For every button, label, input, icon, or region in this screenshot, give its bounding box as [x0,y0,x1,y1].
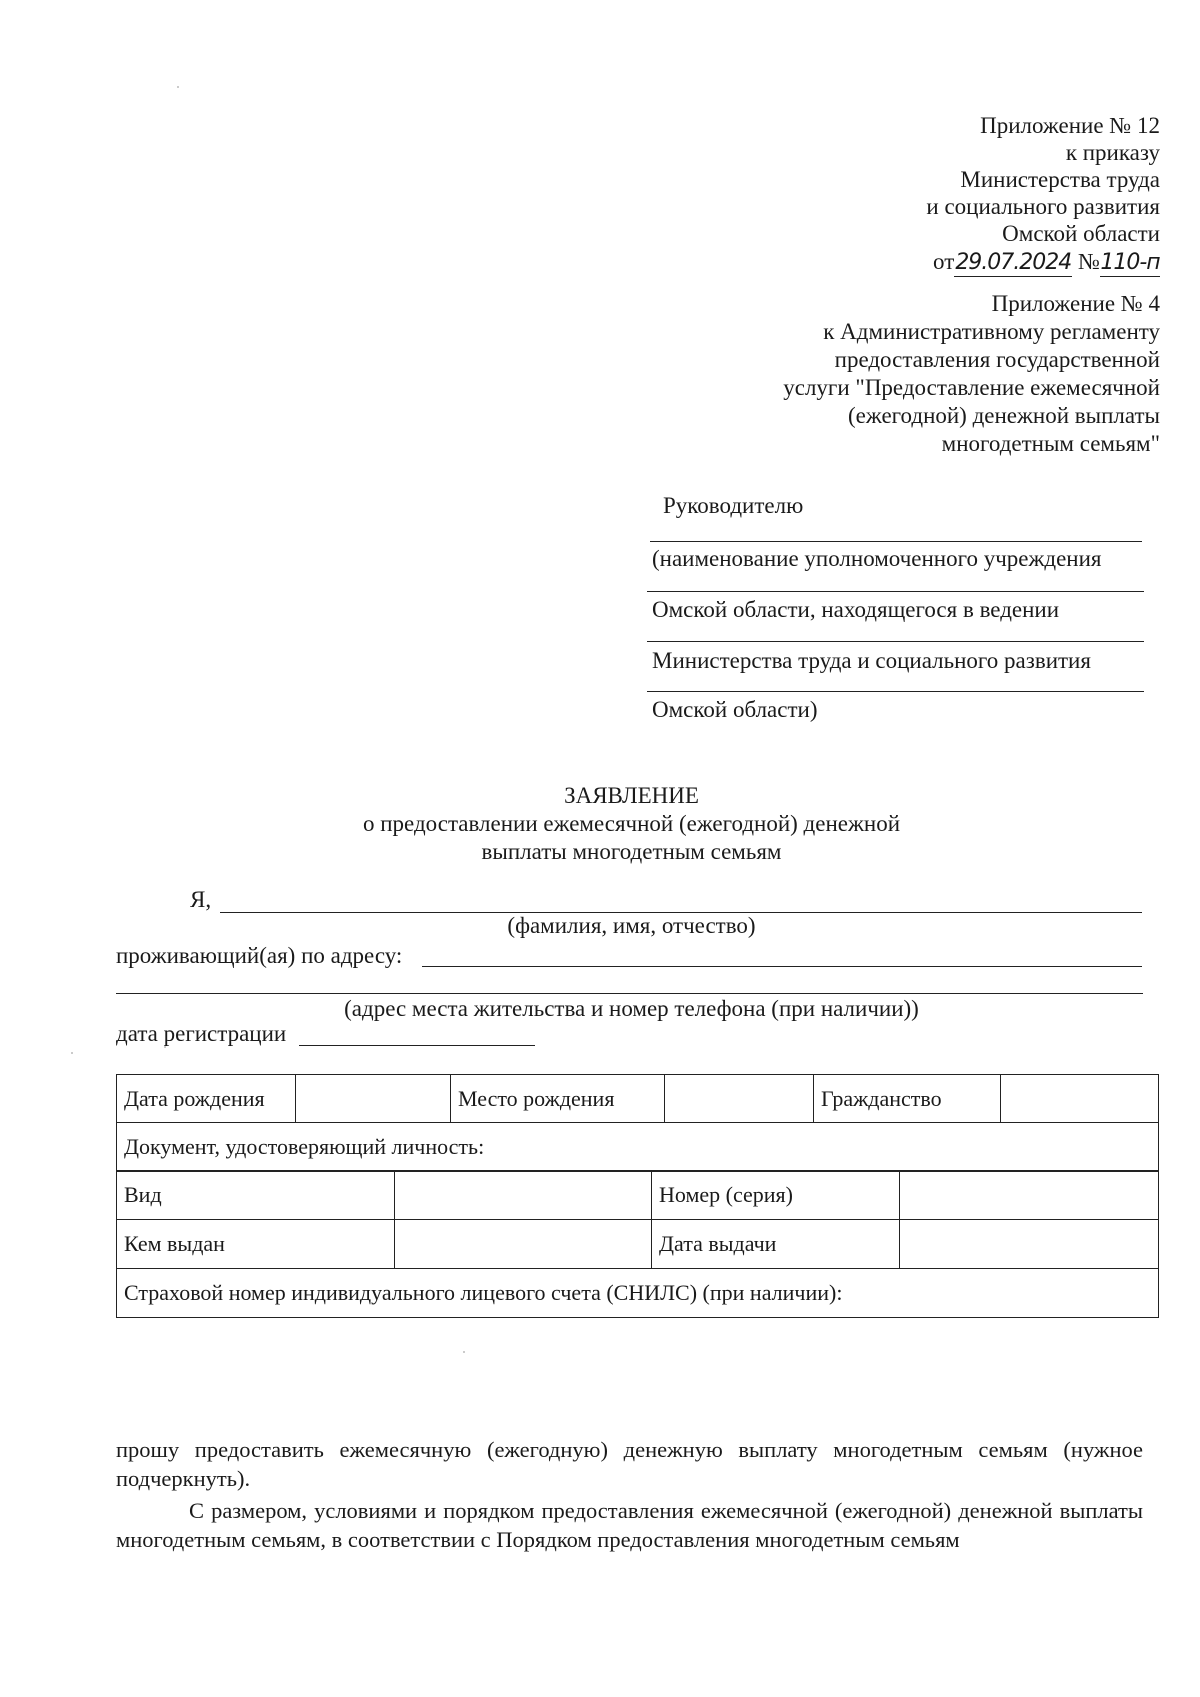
scan-speck [164,1046,166,1048]
order-appendix-block [926,112,1160,277]
address-line-2[interactable] [116,993,1143,994]
registration-date-line[interactable] [299,1045,535,1046]
birth-date-label: Дата рождения [117,1075,296,1123]
number-label: № [1078,249,1100,274]
address-label: проживающий(ая) по адресу: [116,943,403,968]
order-appendix-title: Приложение № 12 [980,113,1160,138]
table-row [117,1220,1159,1269]
table-row [117,1269,1159,1318]
table-row [117,1075,1159,1123]
request-paragraph: прошу предоставить ежемесячную (ежегодную) денежную выплату многодетным семьям (нужное подчеркнуть). [116,1437,1143,1491]
addressee-underline [647,591,1144,592]
id-document-label: Документ, удостоверяющий личность: [117,1123,1159,1172]
kind-cell[interactable] [395,1171,652,1220]
document-title-block [0,782,1200,866]
regulation-appendix-block [783,290,1160,458]
kind-label: Вид [117,1171,395,1220]
addressee-hint-line: (наименование уполномоченного учреждения [652,546,1102,571]
regulation-appendix-line: к Административному регламенту [823,319,1160,344]
i-label: Я, [190,887,212,912]
from-label: от [933,249,955,274]
addressee-underline [647,641,1144,642]
regulation-appendix-line: многодетным семьям" [941,431,1160,456]
fio-hint: (фамилия, имя, отчество) [507,913,756,938]
citizenship-label: Гражданство [814,1075,1001,1123]
address-line[interactable] [422,966,1142,967]
issue-date-cell[interactable] [900,1220,1159,1269]
document-subtitle: о предоставлении ежемесячной (ежегодной) денежной [363,811,900,836]
order-appendix-line: к приказу [1065,140,1160,165]
table-row [117,1171,1159,1220]
applicant-data-table [116,1074,1159,1172]
regulation-appendix-title: Приложение № 4 [991,291,1160,316]
birth-date-cell[interactable] [296,1075,451,1123]
order-appendix-line: Омской области [1002,221,1160,246]
issue-date-label: Дата выдачи [652,1220,900,1269]
regulation-appendix-line: (ежегодной) денежной выплаты [848,403,1160,428]
order-appendix-line: и социального развития [926,194,1160,219]
number-series-cell[interactable] [900,1171,1159,1220]
citizenship-cell[interactable] [1001,1075,1159,1123]
scan-speck [463,1351,465,1353]
addressee-hint-line: Омской области) [652,697,818,722]
address-hint: (адрес места жительства и номер телефона (при наличии)) [344,996,919,1021]
regulation-appendix-line: предоставления государственной [834,347,1160,372]
snils-label: Страховой номер индивидуального лицевого счета (СНИЛС) (при наличии): [117,1269,1159,1318]
issued-by-cell[interactable] [395,1220,652,1269]
issued-by-label: Кем выдан [117,1220,395,1269]
regulation-appendix-line: услуги "Предоставление ежемесячной [783,375,1160,400]
conditions-paragraph: С размером, условиями и порядком предоставления ежемесячной (ежегодной) денежной выплаты многодетным семьям, в соответствии с Порядком предоставления многодетным семьям [116,1498,1143,1552]
number-series-label: Номер (серия) [652,1171,900,1220]
id-document-table [116,1170,1159,1318]
document-title: ЗАЯВЛЕНИЕ [564,783,699,808]
handwritten-date: 29.07.2024 [955,250,1072,275]
addressee-underline [650,541,1142,542]
order-appendix-line: Министерства труда [960,167,1160,192]
scan-speck [71,1052,73,1054]
addressee-title: Руководителю [663,493,804,518]
birth-place-cell[interactable] [665,1075,814,1123]
addressee-hint-line: Омской области, находящегося в ведении [652,597,1060,622]
addressee-underline [647,691,1144,692]
order-date-number-line [926,248,1160,277]
table-row [117,1123,1159,1172]
addressee-hint-line: Министерства труда и социального развития [652,648,1091,673]
handwritten-number: 110-п [1100,250,1160,275]
document-subtitle: выплаты многодетным семьям [481,839,782,864]
scan-speck [177,86,179,88]
registration-date-label: дата регистрации [116,1021,287,1046]
birth-place-label: Место рождения [451,1075,665,1123]
